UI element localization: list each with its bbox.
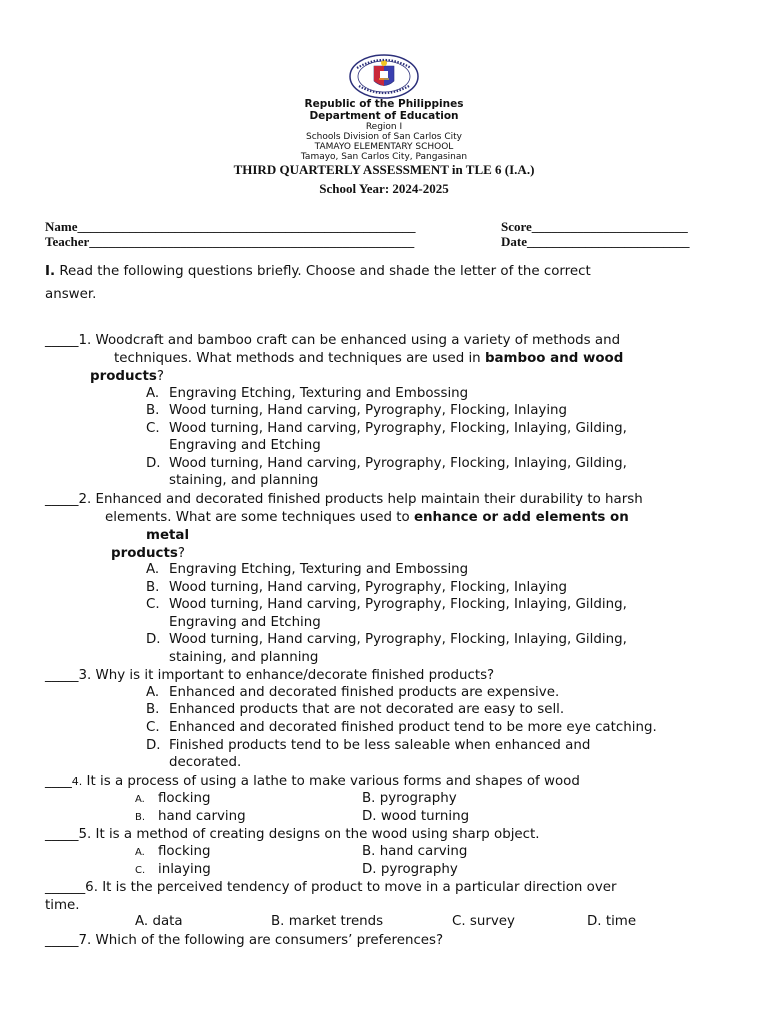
q3-option-c: Enhanced and decorated finished product tend to be more eye catching.	[169, 720, 657, 735]
q5-option-a: flocking	[158, 844, 211, 859]
q1-option-b: Wood turning, Hand carving, Pyrography, Flocking, Inlaying	[169, 403, 568, 418]
q6-option-c[interactable]: C. survey	[452, 914, 515, 929]
instructions-line1: Read the following questions briefly. Choose and shade the letter of the correct	[55, 264, 591, 279]
q5-option-c-letter[interactable]: C.	[135, 865, 146, 876]
q3-option-b-letter[interactable]: B.	[146, 702, 160, 717]
q7-stem: _____7. Which of the following are consumers’ preferences?	[45, 933, 444, 948]
q5-option-b[interactable]: B. hand carving	[362, 844, 468, 859]
q6-option-b[interactable]: B. market trends	[271, 914, 384, 929]
q4-option-c: hand carving	[158, 809, 246, 824]
q6-option-d[interactable]: D. time	[587, 914, 637, 929]
q6-stem-line1: ______6. It is the perceived tendency of product to move in a particular direction over	[45, 880, 617, 895]
q4-option-c-letter[interactable]: B.	[135, 812, 146, 823]
q1-stem-line3: products?	[90, 369, 164, 384]
school-year: School Year: 2024-2025	[319, 181, 449, 196]
q3-option-d-line1: Finished products tend to be less saleable when enhanced and	[169, 738, 591, 753]
header-division: Schools Division of San Carlos City	[306, 132, 462, 142]
q2-option-b-letter[interactable]: B.	[146, 580, 160, 595]
q6-stem-line2: time.	[45, 898, 80, 913]
header-department: Department of Education	[309, 110, 459, 122]
q1-option-d-line2: staining, and planning	[169, 473, 319, 488]
q1-stem-line2: techniques. What methods and techniques are used in bamboo and wood	[114, 351, 624, 366]
q2-stem-line4: products?	[111, 546, 185, 561]
q1-stem-line1: _____1. Woodcraft and bamboo craft can be enhanced using a variety of methods and	[45, 333, 621, 348]
q4-option-a-letter[interactable]: A.	[135, 794, 145, 805]
q3-option-a-letter[interactable]: A.	[146, 685, 160, 700]
q1-option-c-line1: Wood turning, Hand carving, Pyrography, Flocking, Inlaying, Gilding,	[169, 421, 627, 436]
assessment-title: THIRD QUARTERLY ASSESSMENT in TLE 6 (I.A.)	[233, 162, 535, 177]
q1-option-b-letter[interactable]: B.	[146, 403, 160, 418]
deped-seal-logo	[349, 54, 419, 99]
q2-option-c-line1: Wood turning, Hand carving, Pyrography, Flocking, Inlaying, Gilding,	[169, 597, 627, 612]
q6-option-a[interactable]: A. data	[135, 914, 183, 929]
q5-option-d[interactable]: D. pyrography	[362, 862, 458, 877]
q3-option-d-letter[interactable]: D.	[146, 738, 161, 753]
name-field[interactable]: Name____________________________________________________	[45, 219, 416, 234]
q2-option-b: Wood turning, Hand carving, Pyrography, Flocking, Inlaying	[169, 580, 568, 595]
q2-stem-line3: metal	[146, 528, 190, 543]
q2-option-d-letter[interactable]: D.	[146, 632, 161, 647]
q4-option-a: flocking	[158, 791, 211, 806]
section-numeral: I.	[45, 264, 56, 279]
q1-option-a-letter[interactable]: A.	[146, 386, 160, 401]
teacher-field[interactable]: Teacher__________________________________________________	[45, 234, 415, 249]
q1-option-a: Engraving Etching, Texturing and Embossing	[169, 386, 469, 401]
instructions	[45, 264, 591, 279]
q2-option-a: Engraving Etching, Texturing and Embossing	[169, 562, 469, 577]
q4-option-d[interactable]: D. wood turning	[362, 809, 470, 824]
q4-option-b[interactable]: B. pyrography	[362, 791, 457, 806]
q2-stem-line2: elements. What are some techniques used to enhance or add elements on	[105, 510, 629, 525]
q2-option-d-line1: Wood turning, Hand carving, Pyrography, Flocking, Inlaying, Gilding,	[169, 632, 627, 647]
q5-option-a-letter[interactable]: A.	[135, 847, 145, 858]
q5-option-c: inlaying	[158, 862, 211, 877]
q1-option-c-letter[interactable]: C.	[146, 421, 160, 436]
q3-stem: _____3. Why is it important to enhance/decorate finished products?	[45, 668, 495, 683]
q3-option-d-line2: decorated.	[169, 755, 242, 770]
header-republic: Republic of the Philippines	[304, 98, 464, 110]
q2-option-c-letter[interactable]: C.	[146, 597, 160, 612]
q5-stem: _____5. It is a method of creating designs on the wood using sharp object.	[45, 827, 540, 842]
q1-option-c-line2: Engraving and Etching	[169, 438, 321, 453]
header-region: Region I	[365, 122, 403, 132]
score-field[interactable]: Score________________________	[501, 219, 688, 234]
q3-option-a: Enhanced and decorated finished products are expensive.	[169, 685, 560, 700]
q1-option-d-line1: Wood turning, Hand carving, Pyrography, Flocking, Inlaying, Gilding,	[169, 456, 627, 471]
date-field[interactable]: Date_________________________	[501, 234, 690, 249]
header-address: Tamayo, San Carlos City, Pangasinan	[300, 152, 468, 162]
q2-stem-line1: _____2. Enhanced and decorated finished products help maintain their durability to harsh	[45, 492, 643, 507]
q4-stem: ____4. It is a process of using a lathe to make various forms and shapes of wood	[45, 774, 580, 789]
q3-option-c-letter[interactable]: C.	[146, 720, 160, 735]
q3-option-b: Enhanced products that are not decorated are easy to sell.	[169, 702, 565, 717]
q2-option-c-line2: Engraving and Etching	[169, 615, 321, 630]
q2-option-d-line2: staining, and planning	[169, 650, 319, 665]
instructions-line2: answer.	[45, 287, 97, 302]
q1-option-d-letter[interactable]: D.	[146, 456, 161, 471]
q2-option-a-letter[interactable]: A.	[146, 562, 160, 577]
header-school: TAMAYO ELEMENTARY SCHOOL	[314, 142, 454, 152]
